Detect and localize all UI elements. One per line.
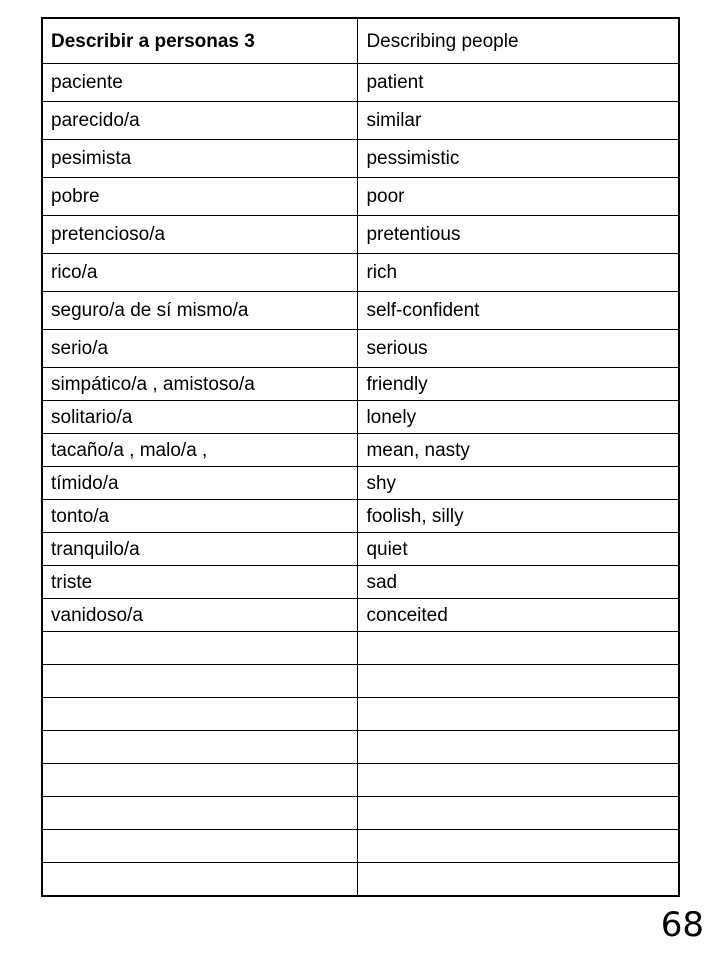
empty-table-row — [42, 731, 679, 764]
table-row — [42, 500, 679, 533]
spanish-cell: pobre — [42, 178, 358, 216]
empty-english-cell — [358, 632, 679, 665]
empty-english-cell — [358, 830, 679, 863]
english-cell: pretentious — [358, 216, 679, 254]
spanish-cell: serio/a — [42, 330, 358, 368]
table-row — [42, 64, 679, 102]
empty-table-row — [42, 797, 679, 830]
empty-english-cell — [358, 863, 679, 897]
table-row — [42, 599, 679, 632]
table-row — [42, 401, 679, 434]
empty-english-cell — [358, 698, 679, 731]
table-row — [42, 467, 679, 500]
empty-table-row — [42, 698, 679, 731]
empty-table-row — [42, 764, 679, 797]
spanish-cell: simpático/a , amistoso/a — [42, 368, 358, 401]
spanish-cell: seguro/a de sí mismo/a — [42, 292, 358, 330]
english-cell: mean, nasty — [358, 434, 679, 467]
table-row — [42, 330, 679, 368]
page-number: 68 — [660, 905, 704, 945]
vocabulary-table-body — [42, 18, 679, 896]
english-cell: similar — [358, 102, 679, 140]
spanish-cell: tranquilo/a — [42, 533, 358, 566]
table-row — [42, 368, 679, 401]
english-cell: sad — [358, 566, 679, 599]
empty-spanish-cell — [42, 764, 358, 797]
spanish-cell: triste — [42, 566, 358, 599]
table-row — [42, 434, 679, 467]
spanish-cell: vanidoso/a — [42, 599, 358, 632]
empty-spanish-cell — [42, 632, 358, 665]
spanish-cell: paciente — [42, 64, 358, 102]
spanish-cell: tonto/a — [42, 500, 358, 533]
empty-spanish-cell — [42, 665, 358, 698]
empty-english-cell — [358, 764, 679, 797]
table-row — [42, 216, 679, 254]
english-cell: patient — [358, 64, 679, 102]
spanish-cell: pretencioso/a — [42, 216, 358, 254]
english-cell: rich — [358, 254, 679, 292]
spanish-cell: tacaño/a , malo/a , — [42, 434, 358, 467]
empty-table-row — [42, 863, 679, 897]
empty-spanish-cell — [42, 863, 358, 897]
english-cell: shy — [358, 467, 679, 500]
table-row — [42, 566, 679, 599]
header-english-cell: Describing people — [358, 18, 679, 64]
english-cell: foolish, silly — [358, 500, 679, 533]
empty-english-cell — [358, 797, 679, 830]
english-cell: poor — [358, 178, 679, 216]
empty-spanish-cell — [42, 830, 358, 863]
empty-english-cell — [358, 731, 679, 764]
empty-spanish-cell — [42, 797, 358, 830]
empty-spanish-cell — [42, 731, 358, 764]
table-row — [42, 533, 679, 566]
table-row — [42, 140, 679, 178]
spanish-cell: parecido/a — [42, 102, 358, 140]
table-header-row — [42, 18, 679, 64]
table-row — [42, 178, 679, 216]
english-cell: lonely — [358, 401, 679, 434]
english-cell: quiet — [358, 533, 679, 566]
table-row — [42, 102, 679, 140]
empty-english-cell — [358, 665, 679, 698]
empty-table-row — [42, 830, 679, 863]
english-cell: friendly — [358, 368, 679, 401]
english-cell: self-confident — [358, 292, 679, 330]
empty-table-row — [42, 632, 679, 665]
spanish-cell: solitario/a — [42, 401, 358, 434]
empty-spanish-cell — [42, 698, 358, 731]
english-cell: serious — [358, 330, 679, 368]
spanish-cell: rico/a — [42, 254, 358, 292]
empty-table-row — [42, 665, 679, 698]
table-row — [42, 292, 679, 330]
english-cell: conceited — [358, 599, 679, 632]
table-row — [42, 254, 679, 292]
vocabulary-table — [41, 17, 680, 897]
spanish-cell: tímido/a — [42, 467, 358, 500]
english-cell: pessimistic — [358, 140, 679, 178]
header-spanish-cell: Describir a personas 3 — [42, 18, 358, 64]
spanish-cell: pesimista — [42, 140, 358, 178]
